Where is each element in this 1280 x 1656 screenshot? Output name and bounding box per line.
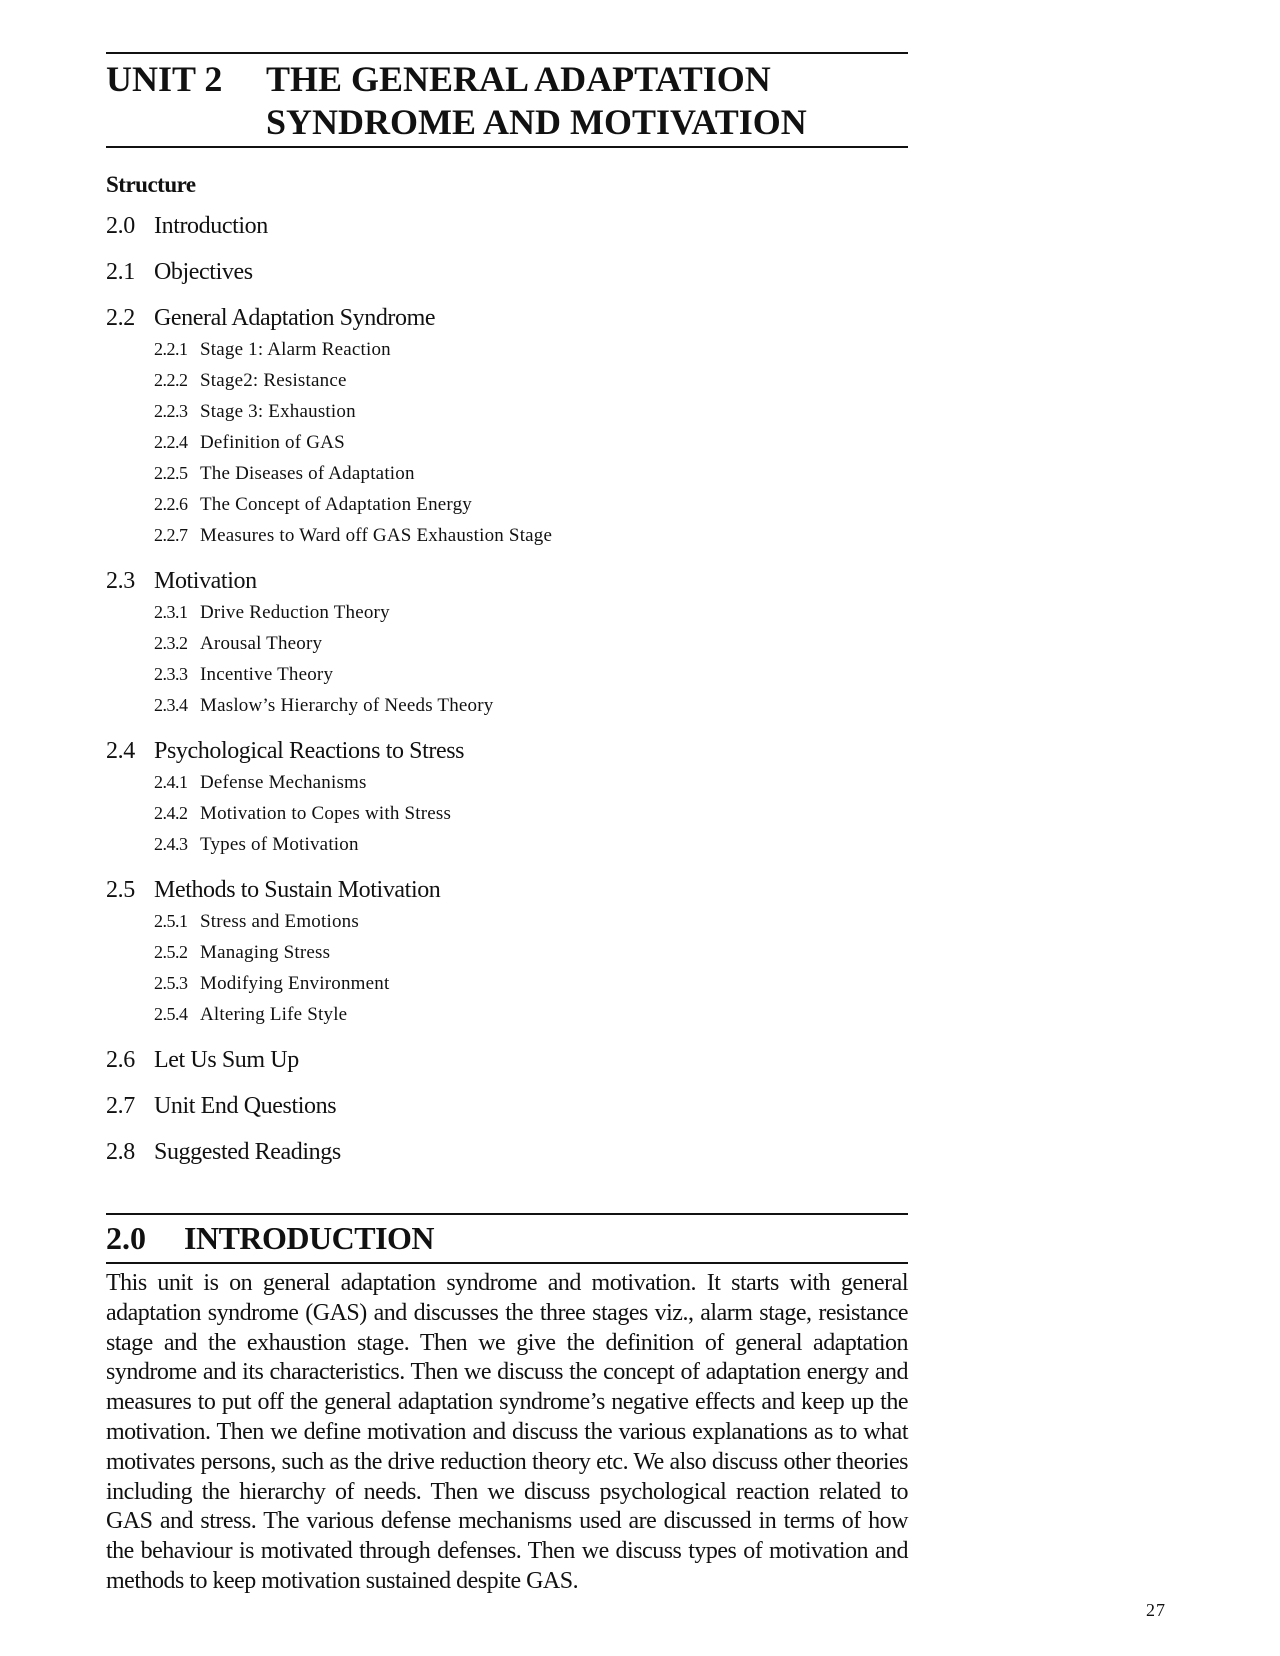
- header-top-rule: [106, 52, 908, 54]
- toc-subitem-number: 2.2.6: [154, 494, 188, 514]
- toc-subitem: [106, 906, 908, 937]
- toc-subitem-number: 2.5.2: [154, 942, 188, 962]
- toc-item: [106, 302, 908, 334]
- toc-item-label: Motivation: [154, 568, 257, 594]
- toc-item-number: 2.2: [106, 305, 135, 331]
- toc-subitem-label: Defense Mechanisms: [200, 772, 367, 793]
- toc-subitem: [106, 489, 908, 520]
- toc-subitem-label: Measures to Ward off GAS Exhaustion Stage: [200, 525, 553, 546]
- toc-item-label: Introduction: [154, 213, 268, 239]
- toc-subitem-number: 2.5.4: [154, 1004, 188, 1024]
- toc-subitem-label: Stage2: Resistance: [200, 370, 347, 391]
- toc-item-number: 2.5: [106, 877, 135, 903]
- intro-section-number: 2.0: [106, 1220, 146, 1256]
- toc-subitem: [106, 798, 908, 829]
- toc-subitem-label: Types of Motivation: [200, 834, 359, 855]
- header-bottom-rule: [106, 146, 908, 148]
- toc-subitem-number: 2.2.2: [154, 370, 188, 390]
- toc-subitem: [106, 520, 908, 551]
- toc-subitem-label: Incentive Theory: [200, 664, 334, 685]
- toc-subitem: [106, 937, 908, 968]
- toc-subitem-label: Drive Reduction Theory: [200, 602, 390, 623]
- toc-subitem-label: Arousal Theory: [200, 633, 323, 654]
- toc-subitem-label: Motivation to Copes with Stress: [200, 803, 452, 824]
- toc-subitem: [106, 829, 908, 860]
- toc-item: [106, 256, 908, 288]
- toc-subitem: [106, 365, 908, 396]
- intro-top-rule: [106, 1213, 908, 1215]
- table-of-contents: [106, 210, 908, 1168]
- toc-subitem-label: Stress and Emotions: [200, 911, 359, 932]
- toc-item-label: Methods to Sustain Motivation: [154, 877, 441, 903]
- toc-subitem-label: Maslow’s Hierarchy of Needs Theory: [200, 695, 494, 716]
- toc-subitem-label: Modifying Environment: [200, 973, 390, 994]
- toc-subitem-number: 2.5.1: [154, 911, 188, 931]
- unit-number: UNIT 2: [106, 59, 223, 99]
- toc-subitem-label: Stage 1: Alarm Reaction: [200, 339, 391, 360]
- toc-subitem: [106, 999, 908, 1030]
- toc-subitem-number: 2.3.1: [154, 602, 188, 622]
- toc-item: [106, 1044, 908, 1076]
- toc-subitem-number: 2.3.4: [154, 695, 188, 715]
- toc-subitem-number: 2.2.4: [154, 432, 188, 452]
- unit-title: THE GENERAL ADAPTATION SYNDROME AND MOTIVATION: [266, 59, 807, 142]
- intro-bottom-rule: [106, 1262, 908, 1264]
- structure-heading: Structure: [106, 172, 196, 197]
- toc-item: [106, 735, 908, 767]
- toc-subitem-number: 2.2.3: [154, 401, 188, 421]
- page-number: 27: [1146, 1600, 1166, 1620]
- toc-subitem: [106, 659, 908, 690]
- toc-subitem: [106, 597, 908, 628]
- toc-item: [106, 874, 908, 906]
- toc-item-number: 2.4: [106, 738, 135, 764]
- toc-subitem-number: 2.4.1: [154, 772, 188, 792]
- toc-item: [106, 565, 908, 597]
- toc-item-label: General Adaptation Syndrome: [154, 305, 436, 331]
- toc-item-number: 2.8: [106, 1139, 135, 1165]
- toc-item-label: Let Us Sum Up: [154, 1047, 299, 1073]
- toc-subitem-label: Managing Stress: [200, 942, 331, 963]
- toc-item-label: Psychological Reactions to Stress: [154, 738, 465, 764]
- toc-item: [106, 1090, 908, 1122]
- toc-subitem-label: The Concept of Adaptation Energy: [200, 494, 472, 515]
- toc-item-number: 2.6: [106, 1047, 135, 1073]
- toc-subitem: [106, 334, 908, 365]
- toc-subitem-number: 2.4.3: [154, 834, 188, 854]
- toc-subitem: [106, 628, 908, 659]
- toc-item-number: 2.7: [106, 1093, 135, 1119]
- toc-subitem-label: Definition of GAS: [200, 432, 345, 453]
- toc-item-label: Objectives: [154, 259, 253, 285]
- toc-subitem-number: 2.2.5: [154, 463, 188, 483]
- toc-item: [106, 1136, 908, 1168]
- toc-subitem: [106, 968, 908, 999]
- toc-subitem: [106, 396, 908, 427]
- toc-subitem: [106, 427, 908, 458]
- toc-subitem: [106, 458, 908, 489]
- toc-subitem: [106, 767, 908, 798]
- intro-section-title: INTRODUCTION: [184, 1220, 435, 1256]
- toc-subitem-label: Altering Life Style: [200, 1004, 348, 1025]
- toc-subitem-number: 2.5.3: [154, 973, 188, 993]
- toc-subitem-label: Stage 3: Exhaustion: [200, 401, 356, 422]
- toc-subitem-label: The Diseases of Adaptation: [200, 463, 415, 484]
- toc-subitem: [106, 690, 908, 721]
- toc-subitem-number: 2.3.3: [154, 664, 188, 684]
- toc-item-number: 2.3: [106, 568, 135, 594]
- toc-item-label: Unit End Questions: [154, 1093, 337, 1119]
- toc-item: [106, 210, 908, 242]
- toc-subitem-number: 2.2.1: [154, 339, 188, 359]
- toc-item-number: 2.1: [106, 259, 135, 285]
- toc-subitem-number: 2.3.2: [154, 633, 188, 653]
- toc-item-number: 2.0: [106, 213, 135, 239]
- introduction-paragraph: This unit is on general adaptation syndrome and motivation. It starts with general adaptation syndrome (GAS) and discusses the three stages viz., alarm stage, resistance stage and the exhaustion stage. Then we give the definition of general adaptation syndrome and its characteristics. Then we discuss the concept of adaptation energy and measures to put off the general adaptation syndrome’s negative effects and keep up the motivation. Then we define motivation and discuss the various explanations as to what motivates persons, such as the drive reduction theory etc. We also discuss other theories including the hierarchy of needs. Then we discuss psychological reaction related to GAS and stress. The various defense mechanisms used are discussed in terms of how the behaviour is motivated through defenses. Then we discuss types of motivation and methods to keep motivation sustained despite GAS.: [106, 1270, 908, 1594]
- toc-item-label: Suggested Readings: [154, 1139, 341, 1165]
- toc-subitem-number: 2.2.7: [154, 525, 188, 545]
- toc-subitem-number: 2.4.2: [154, 803, 188, 823]
